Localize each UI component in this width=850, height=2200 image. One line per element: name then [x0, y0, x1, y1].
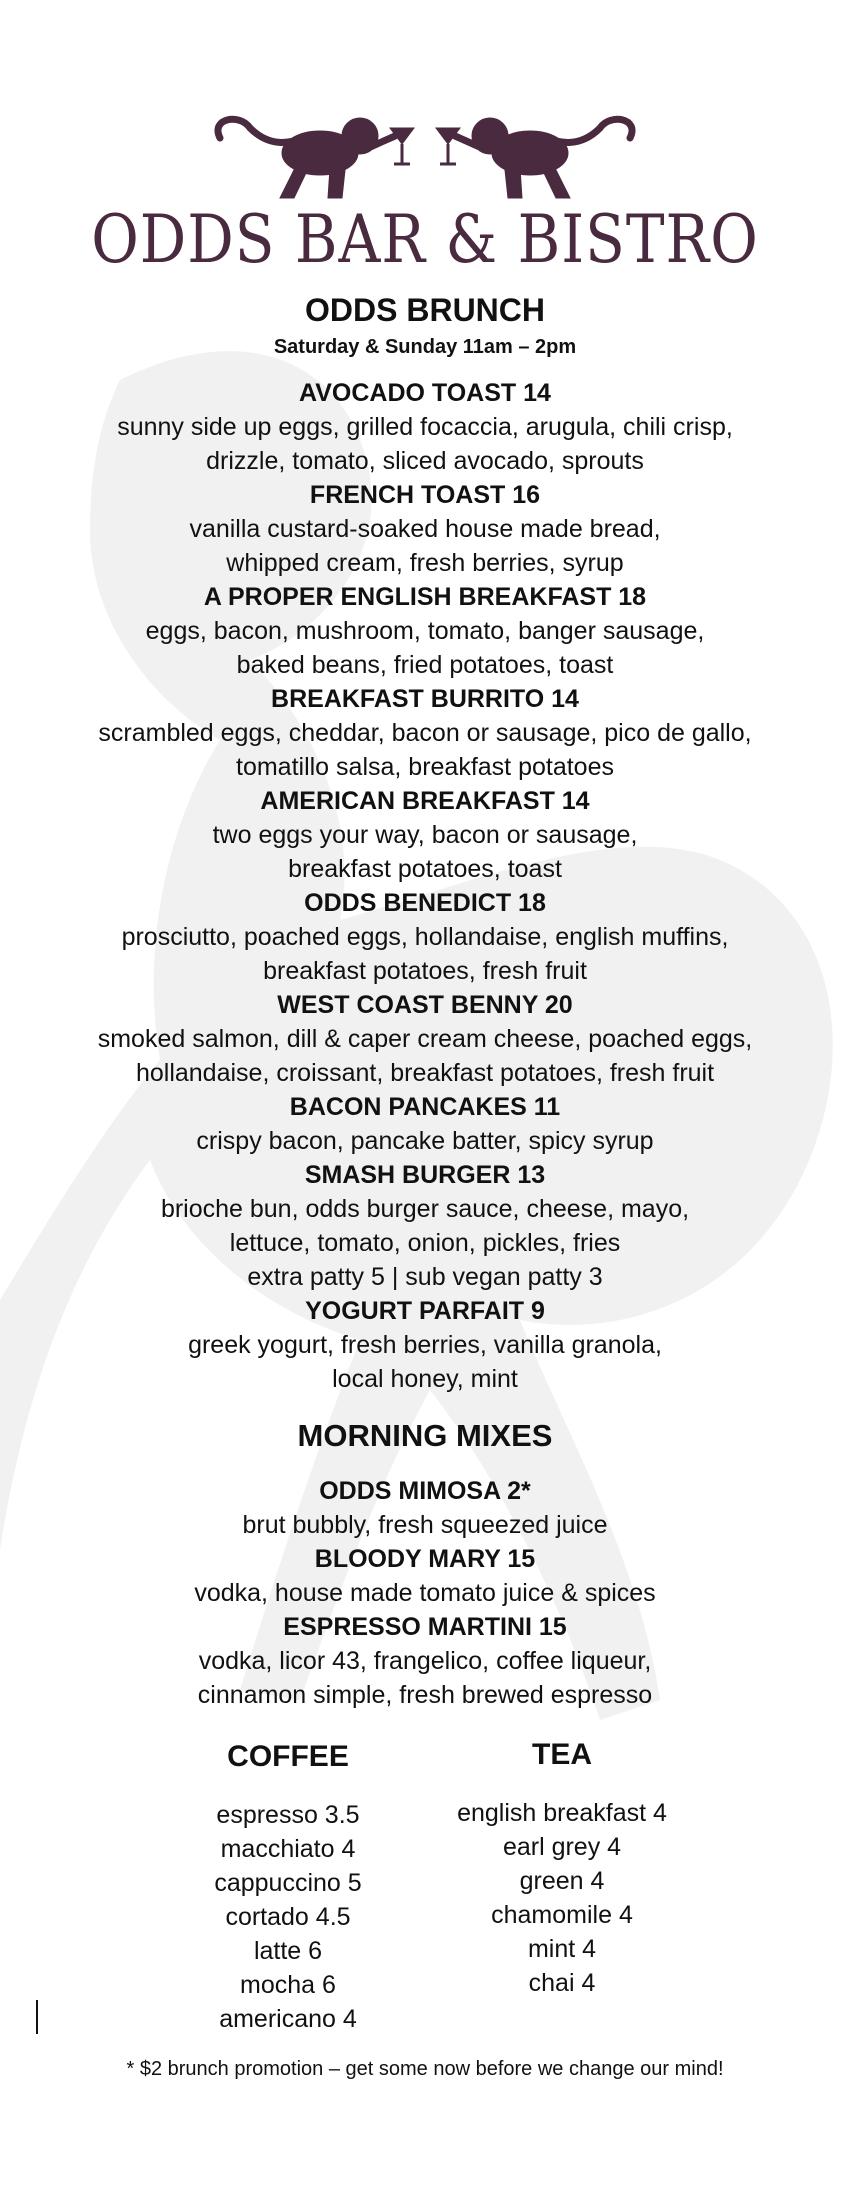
menu-item	[0, 580, 850, 682]
brunch-hours: Saturday & Sunday 11am – 2pm	[273, 336, 577, 358]
item-desc: smoked salmon, dill & caper cream cheese, poached eggs,	[97, 1025, 753, 1053]
item-desc: extra patty 5 | sub vegan patty 3	[247, 1263, 603, 1291]
coffee-item: americano 4	[219, 2005, 357, 2033]
coffee-item: cortado 4.5	[225, 1903, 351, 1931]
item-name: ESPRESSO MARTINI 15	[283, 1613, 567, 1641]
item-desc: greek yogurt, fresh berries, vanilla granola,	[188, 1331, 662, 1359]
menu-item	[0, 376, 850, 478]
item-name: YOGURT PARFAIT 9	[305, 1297, 545, 1325]
coffee-item: latte 6	[253, 1937, 323, 1965]
coffee-title: COFFEE	[227, 1740, 349, 1773]
item-desc: vanilla custard-soaked house made bread,	[189, 515, 661, 543]
tea-item: english breakfast 4	[457, 1799, 667, 1827]
coffee-item: cappuccino 5	[214, 1869, 362, 1897]
tea-item: chamomile 4	[491, 1901, 633, 1929]
item-name: SMASH BURGER 13	[304, 1161, 546, 1189]
menu-item	[0, 886, 850, 988]
item-desc: cinnamon simple, fresh brewed espresso	[197, 1681, 653, 1709]
menu-item	[0, 682, 850, 784]
coffee-item: macchiato 4	[220, 1835, 356, 1863]
item-desc: vodka, licor 43, frangelico, coffee liqueur,	[198, 1647, 652, 1675]
menu-item	[0, 1158, 850, 1294]
coffee-item: mocha 6	[240, 1971, 336, 1999]
tea-item: green 4	[519, 1867, 605, 1895]
menu-item	[0, 478, 850, 580]
item-name: BLOODY MARY 15	[314, 1545, 536, 1573]
item-desc: drizzle, tomato, sliced avocado, sprouts	[206, 447, 644, 475]
item-desc: baked beans, fried potatoes, toast	[236, 651, 614, 679]
menu-item	[0, 1294, 850, 1396]
item-desc: breakfast potatoes, fresh fruit	[263, 957, 587, 985]
item-desc: brut bubbly, fresh squeezed juice	[242, 1511, 608, 1539]
item-desc: hollandaise, croissant, breakfast potatoes, fresh fruit	[135, 1059, 715, 1087]
item-desc: tomatillo salsa, breakfast potatoes	[236, 753, 614, 781]
brunch-title: ODDS BRUNCH	[305, 292, 545, 328]
menu-item	[0, 1610, 850, 1712]
item-desc: eggs, bacon, mushroom, tomato, banger sausage,	[145, 617, 705, 645]
menu-item	[0, 988, 850, 1090]
item-name: ODDS BENEDICT 18	[304, 889, 546, 917]
tea-title: TEA	[532, 1738, 592, 1771]
item-desc: two eggs your way, bacon or sausage,	[212, 821, 638, 849]
item-desc: whipped cream, fresh berries, syrup	[226, 549, 624, 577]
item-desc: sunny side up eggs, grilled focaccia, arugula, chili crisp,	[117, 413, 733, 441]
menu-item	[0, 1090, 850, 1158]
item-name: AMERICAN BREAKFAST 14	[260, 787, 590, 815]
item-desc: prosciutto, poached eggs, hollandaise, english muffins,	[121, 923, 729, 951]
brunch-menu	[0, 376, 850, 1396]
item-name: AVOCADO TOAST 14	[299, 379, 551, 407]
mixes-title: MORNING MIXES	[297, 1418, 553, 1453]
coffee-item: espresso 3.5	[216, 1801, 360, 1829]
tea-item: mint 4	[527, 1935, 597, 1963]
menu-item	[0, 1542, 850, 1610]
item-desc: lettuce, tomato, onion, pickles, fries	[229, 1229, 621, 1257]
item-desc: scrambled eggs, cheddar, bacon or sausage, pico de gallo,	[98, 719, 752, 747]
item-desc: crispy bacon, pancake batter, spicy syrup	[196, 1127, 654, 1155]
tea-item: chai 4	[528, 1969, 596, 1997]
tea-column	[422, 1738, 702, 2000]
item-desc: local honey, mint	[332, 1365, 518, 1393]
coffee-column	[148, 1740, 428, 2036]
item-name: ODDS MIMOSA 2*	[319, 1477, 531, 1505]
item-name: BACON PANCAKES 11	[289, 1093, 561, 1121]
item-name: A PROPER ENGLISH BREAKFAST 18	[203, 583, 647, 611]
brand-name: ODDS BAR & BISTRO	[91, 200, 759, 279]
menu-item	[0, 784, 850, 886]
footnote: * $2 brunch promotion – get some now before we change our mind!	[126, 2058, 724, 2080]
item-desc: breakfast potatoes, toast	[288, 855, 562, 883]
menu-item	[0, 1474, 850, 1542]
item-name: BREAKFAST BURRITO 14	[271, 685, 579, 713]
item-desc: brioche bun, odds burger sauce, cheese, mayo,	[160, 1195, 690, 1223]
mixes-menu	[0, 1474, 850, 1712]
item-name: FRENCH TOAST 16	[309, 481, 541, 509]
item-desc: vodka, house made tomato juice & spices	[194, 1579, 656, 1607]
item-name: WEST COAST BENNY 20	[277, 991, 573, 1019]
text-cursor[interactable]	[36, 2000, 38, 2034]
tea-item: earl grey 4	[502, 1833, 622, 1861]
